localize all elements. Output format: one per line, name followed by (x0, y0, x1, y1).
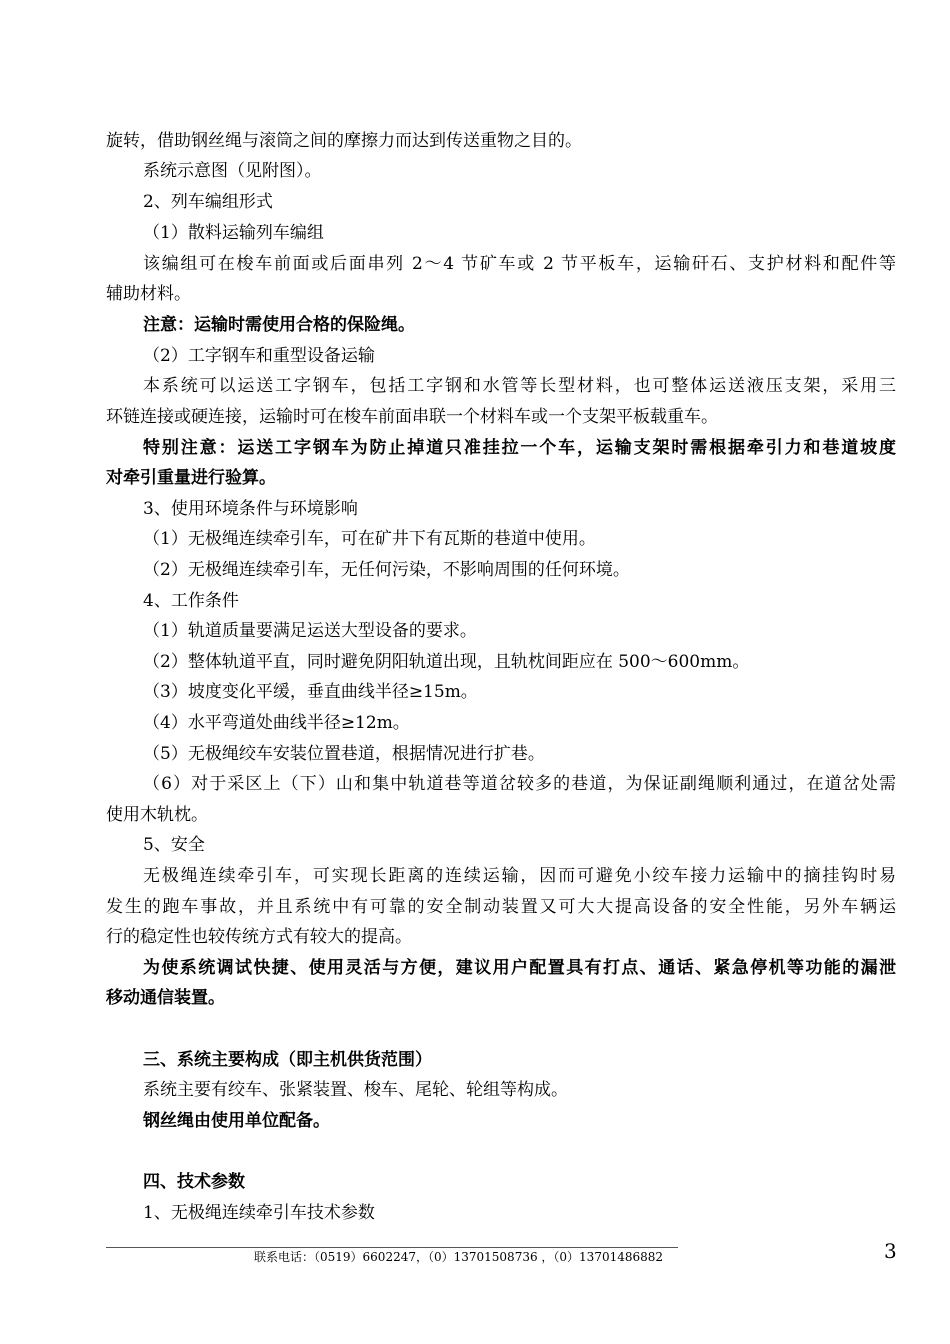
text-line: 该编组可在梭车前面或后面串列 2～4 节矿车或 2 节平板车，运输矸石、支护材料和配件等 (143, 254, 896, 274)
text-line: 系统主要有绞车、张紧装置、梭车、尾轮、轮组等构成。 (143, 1080, 568, 1100)
section-heading: 3、使用环境条件与环境影响 (143, 499, 358, 519)
subsection-heading: （2）工字钢车和重型设备运输 (143, 346, 375, 366)
text-line: 本系统可以运送工字钢车，包括工字钢和水管等长型材料，也可整体运送液压支架，采用三 (143, 376, 896, 396)
page-number: 3 (884, 1239, 897, 1263)
list-item: （4）水平弯道处曲线半径≥12m。 (143, 713, 410, 733)
text-line: 使用木轨枕。 (106, 805, 208, 825)
text-line: 系统示意图（见附图）。 (143, 161, 322, 181)
list-item: （2）无极绳连续牵引车，无任何污染，不影响周围的任何环境。 (143, 560, 630, 580)
section-heading: 4、工作条件 (143, 591, 239, 611)
chapter-heading: 四、技术参数 (143, 1172, 245, 1192)
list-item: （1）无极绳连续牵引车，可在矿井下有瓦斯的巷道中使用。 (143, 529, 596, 549)
text-line: 环链连接或硬连接，运输时可在梭车前面串联一个材料车或一个支架平板载重车。 (106, 407, 718, 427)
note-text: 移动通信装置。 (106, 988, 225, 1008)
text-line: 无极绳连续牵引车，可实现长距离的连续运输，因而可避免小绞车接力运输中的摘挂钩时易 (143, 866, 896, 886)
section-heading: 5、安全 (143, 835, 205, 855)
list-item: （5）无极绳绞车安装位置巷道，根据情况进行扩巷。 (143, 744, 545, 764)
list-item: （3）坡度变化平缓，垂直曲线半径≥15m。 (143, 682, 478, 702)
note-text: 为使系统调试快捷、使用灵活与方便，建议用户配置具有打点、通话、紧急停机等功能的漏泄 (143, 958, 896, 978)
list-item: （6）对于采区上（下）山和集中轨道巷等道岔较多的巷道，为保证副绳顺利通过，在道岔处需 (143, 774, 896, 794)
list-item: （2）整体轨道平直，同时避免阴阳轨道出现，且轨枕间距应在 500～600mm。 (143, 652, 750, 672)
text-line: 发生的跑车事故，并且系统中有可靠的安全制动装置又可大大提高设备的安全性能，另外车辆运 (106, 897, 896, 917)
section-heading: 1、无极绳连续牵引车技术参数 (143, 1203, 375, 1223)
note-text: 对牵引重量进行验算。 (106, 468, 276, 488)
footer-divider (106, 1247, 678, 1248)
text-line: 行的稳定性也较传统方式有较大的提高。 (106, 927, 412, 947)
footer-contact: 联系电话：（0519）6602247，（0）13701508736 ，（0）13701486882 (254, 1250, 664, 1264)
section-heading: 2、列车编组形式 (143, 192, 273, 212)
note-text: 特别注意：运送工字钢车为防止掉道只准挂拉一个车，运输支架时需根据牵引力和巷道坡度 (143, 438, 896, 458)
note-text: 注意：运输时需使用合格的保险绳。 (143, 315, 415, 335)
note-text: 钢丝绳由使用单位配备。 (143, 1111, 330, 1131)
text-line: 辅助材料。 (106, 284, 191, 304)
chapter-heading: 三、系统主要构成（即主机供货范围） (143, 1050, 432, 1070)
subsection-heading: （1）散料运输列车编组 (143, 223, 324, 243)
text-line: 旋转，借助钢丝绳与滚筒之间的摩擦力而达到传送重物之目的。 (106, 131, 582, 151)
list-item: （1）轨道质量要满足运送大型设备的要求。 (143, 621, 477, 641)
